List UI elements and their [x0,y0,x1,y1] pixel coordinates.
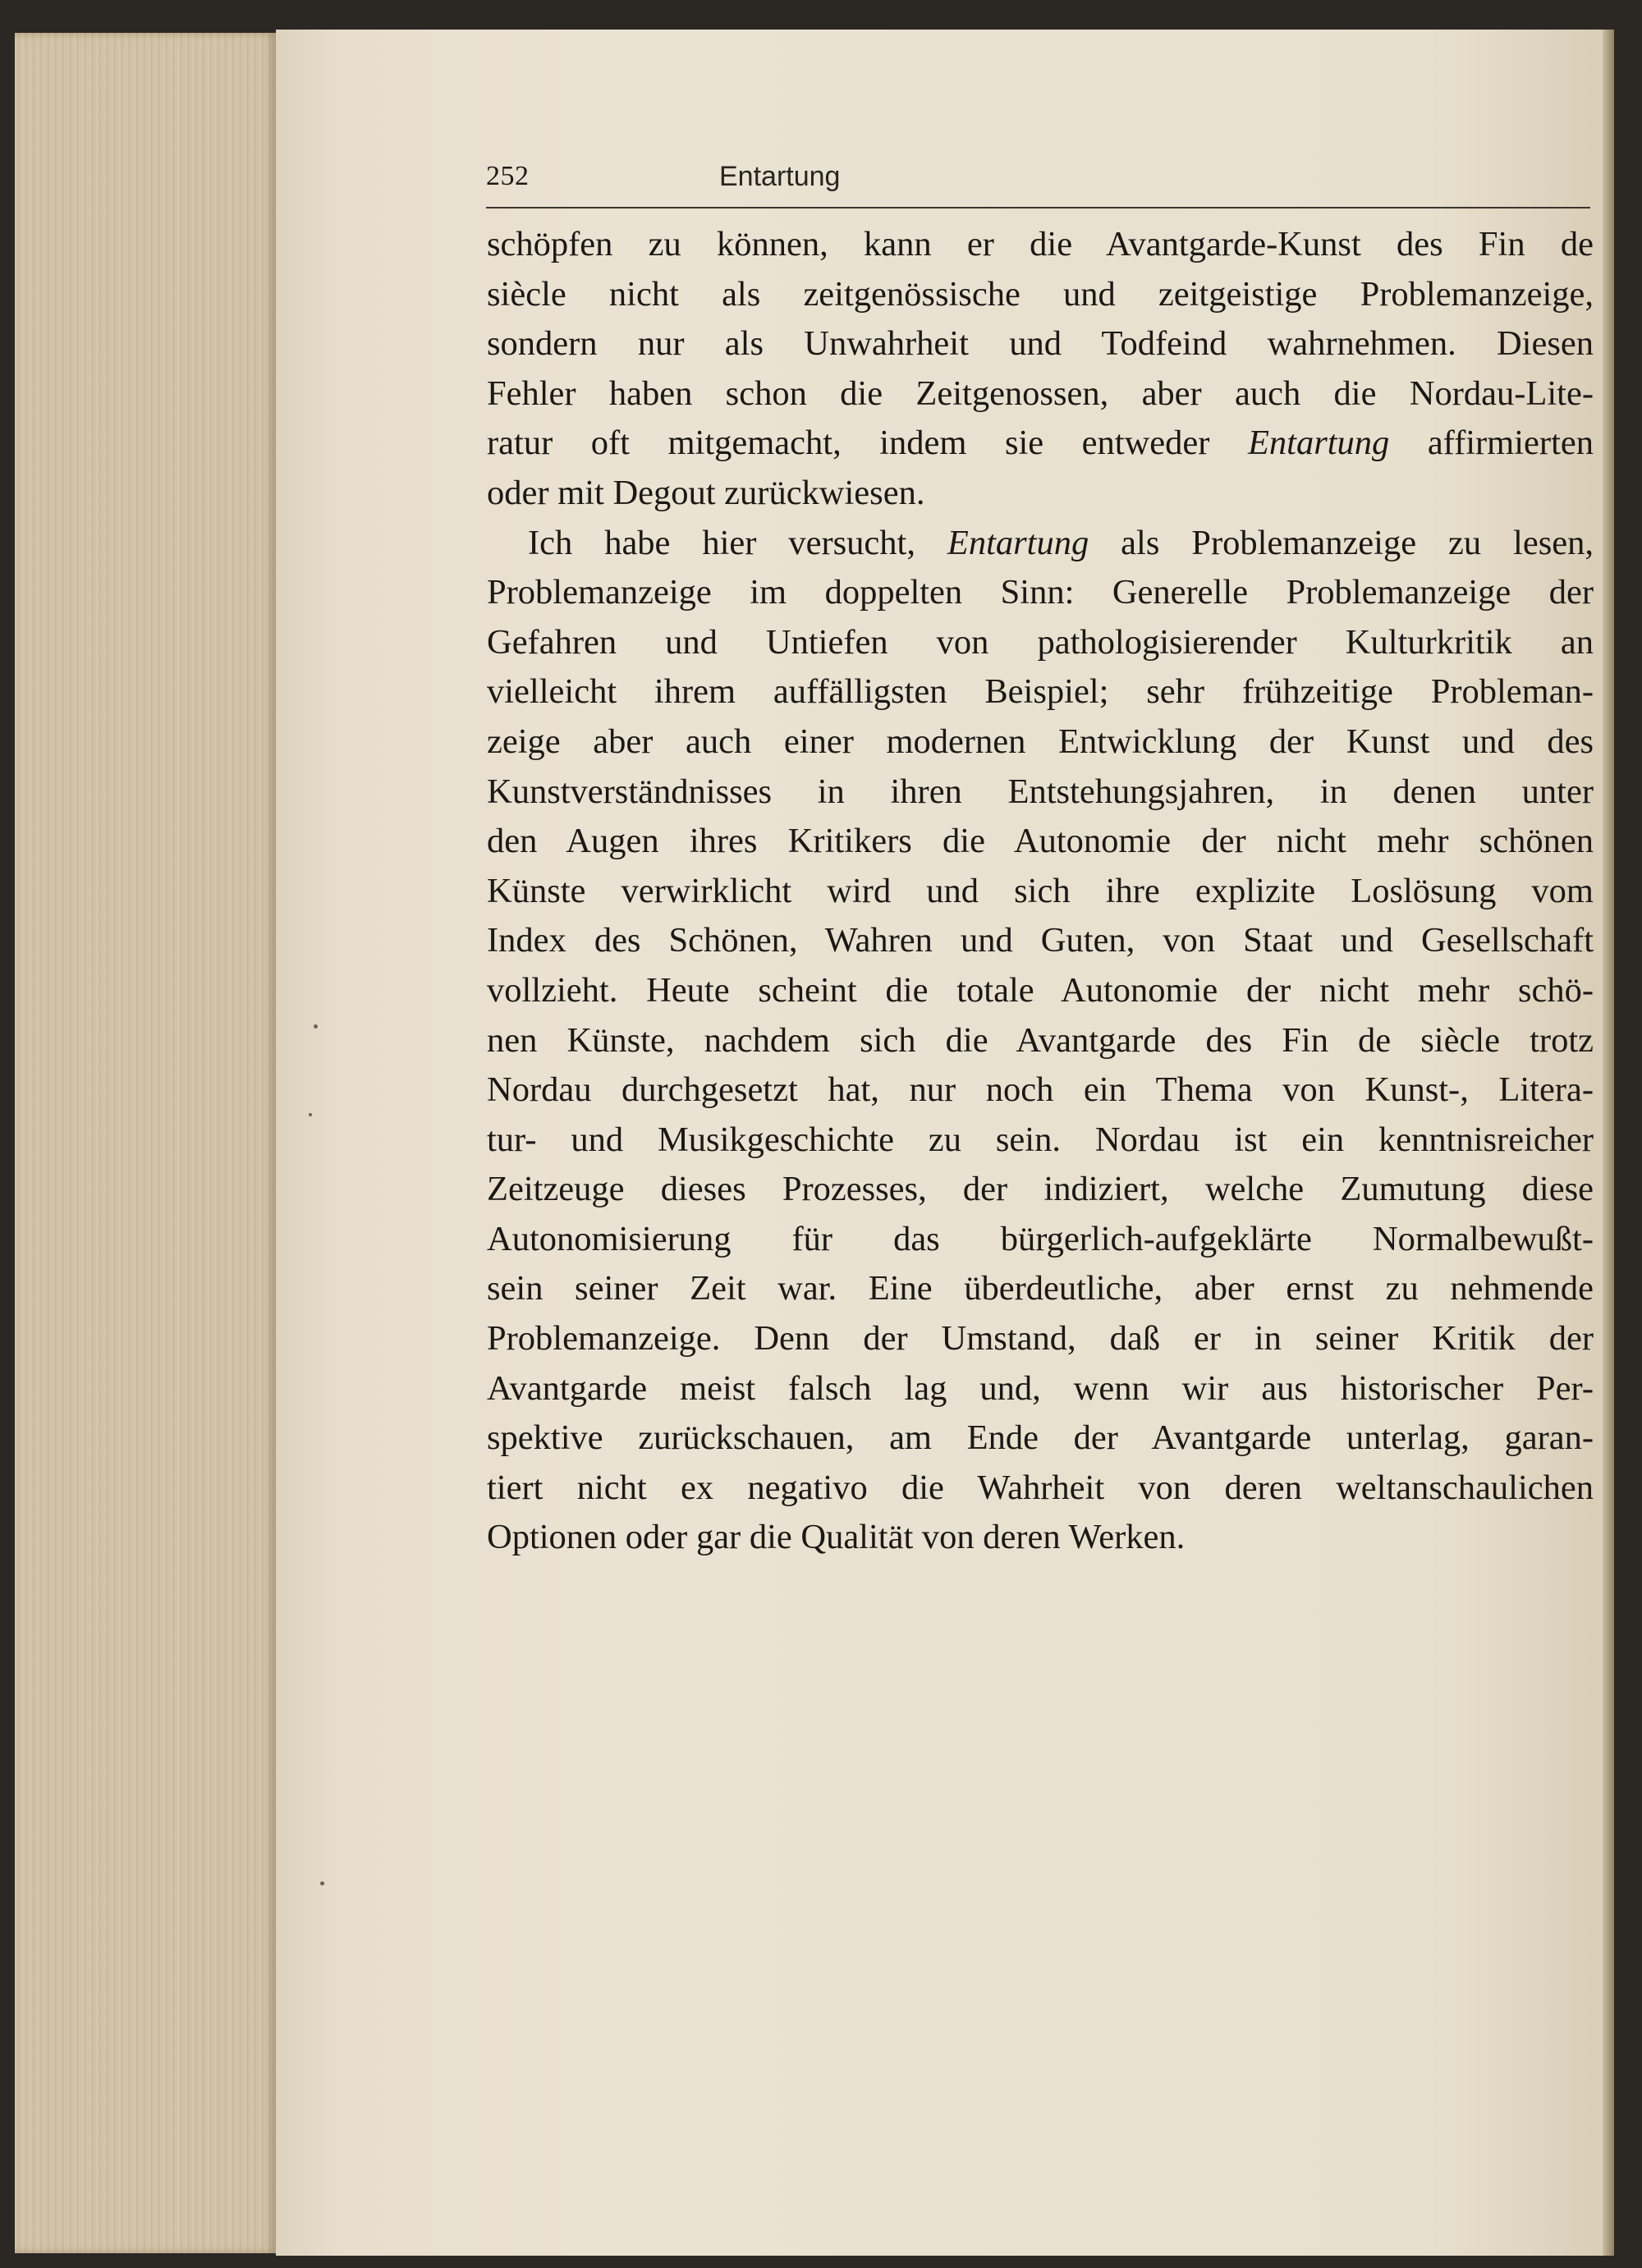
paper-speck [320,1881,324,1885]
text-line: vollzieht. Heute scheint die totale Autonomie der nicht mehr schö- [487,970,1594,1010]
text-line: Fehler haben schon die Zeitgenossen, aber auch die Nordau-Lite- [487,373,1594,413]
text-line: schöpfen zu können, kann er die Avantgarde-Kunst des Fin de [487,225,1594,263]
text-line: sondern nur als Unwahrheit und Todfeind wahrnehmen. Diesen [487,324,1594,364]
text-line: tiert nicht ex negativo die Wahrheit von deren weltanschaulichen [487,1468,1594,1507]
text-line: vielleicht ihrem auffälligsten Beispiel; sehr frühzeitige Probleman- [487,672,1594,712]
text-line: Kunstverständnisses in ihren Entstehungsjahren, in denen unter [487,772,1594,811]
text-line: tur- und Musikgeschichte zu sein. Nordau ist ein kenntnisreicher [487,1120,1594,1159]
text-line: ratur oft mitgemacht, indem sie entweder Entartung affirmierten [487,424,1594,463]
text-line: Optionen oder gar die Qualität von deren Werken. [487,1518,1186,1557]
text-line: oder mit Degout zurückwiesen. [487,473,925,512]
text-line: nen Künste, nachdem sich die Avantgarde des Fin de siècle trotz [487,1020,1594,1060]
running-title: Entartung [719,161,841,192]
text-line: Autonomisierung für das bürgerlich-aufgeklärte Normalbewußt- [487,1219,1594,1258]
paper-speck [309,1113,312,1116]
page-right-edge [1603,30,1614,2256]
text-line: sein seiner Zeit war. Eine überdeutliche, aber ernst zu nehmende [487,1269,1594,1308]
running-head [486,128,1590,208]
text-line: Avantgarde meist falsch lag und, wenn wir aus historischer Per- [487,1368,1594,1408]
text-line: Problemanzeige. Denn der Umstand, daß er in seiner Kritik der [487,1319,1594,1359]
text-line: zeige aber auch einer modernen Entwicklung der Kunst und des [487,722,1594,761]
text-line: Künste verwirklicht wird und sich ihre explizite Loslösung vom [487,871,1594,910]
book-page-stack [15,33,276,2253]
text-line: den Augen ihres Kritikers die Autonomie der nicht mehr schönen [487,822,1594,861]
page-number: 252 [486,161,530,191]
text-line: Zeitzeuge dieses Prozesses, der indiziert, welche Zumutung diese [487,1170,1594,1209]
paragraph-2 [487,519,1594,1563]
text-line: Gefahren und Untiefen von pathologisierender Kulturkritik an [487,622,1594,662]
text-line: Ich habe hier versucht, Entartung als Problemanzeige zu lesen, [528,523,1594,562]
text-line: siècle nicht als zeitgenössische und zeitgeistige Problemanzeige, [487,274,1594,314]
text-line: spektive zurückschauen, am Ende der Avantgarde unterlag, garan- [487,1418,1594,1458]
book-title-italic: Entartung [947,523,1089,562]
book-page [276,30,1608,2256]
body-text [487,220,1594,1563]
text-line: Problemanzeige im doppelten Sinn: Generelle Problemanzeige der [487,573,1594,612]
book-title-italic: Entartung [1247,424,1390,463]
paragraph-1 [487,220,1594,519]
text-line: Nordau durchgesetzt hat, nur noch ein Thema von Kunst-, Litera- [487,1070,1594,1110]
paper-speck [314,1024,318,1029]
text-line: Index des Schönen, Wahren und Guten, von Staat und Gesellschaft [487,921,1594,960]
